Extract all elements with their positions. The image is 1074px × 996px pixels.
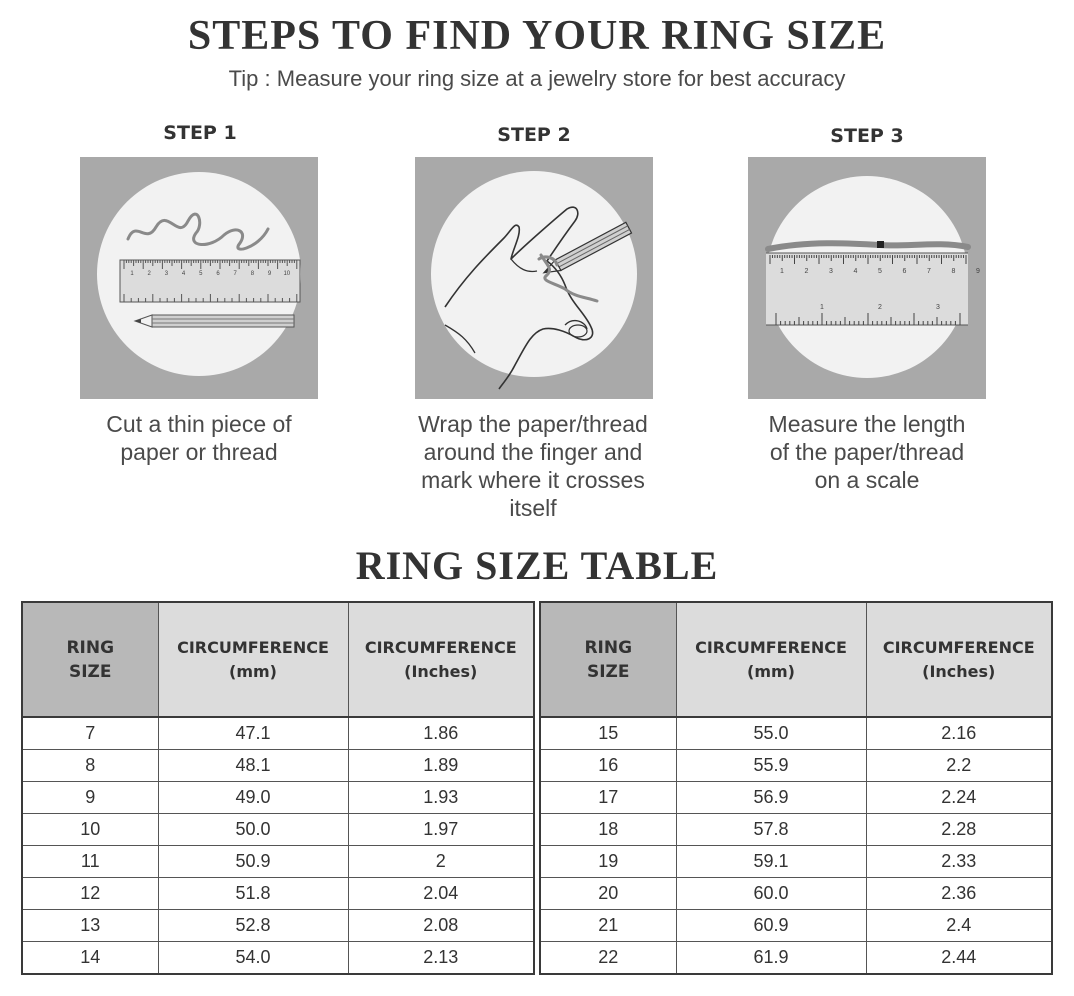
circumference-inches-cell: 2.33 [866,846,1052,878]
ruler-number: 3 [829,268,833,275]
circumference-mm-cell: 50.0 [158,814,348,846]
circumference-mm-cell: 50.9 [158,846,348,878]
circumference-inches-cell: 2.2 [866,750,1052,782]
table-row [540,846,1052,878]
step-3-label: STEP 3 [830,125,904,147]
ruler-number: 5 [878,268,882,275]
step-1-illustration [80,157,318,399]
step-3-illustration [748,157,986,399]
ruler-number: 3 [164,271,169,277]
circumference-mm-cell: 60.9 [676,910,866,942]
ring-size-cell: 15 [540,717,676,750]
circumference-inches-cell: 2.24 [866,782,1052,814]
ruler-number: 5 [199,271,203,277]
step-2-description [403,410,663,522]
circumference-mm-cell: 54.0 [158,942,348,975]
table-row [22,814,534,846]
ring-size-cell: 9 [22,782,158,814]
ruler-number: 3 [936,304,940,311]
circumference-inches-cell: 2.28 [866,814,1052,846]
ring-size-cell: 22 [540,942,676,975]
circumference-mm-cell: 55.0 [676,717,866,750]
ring-size-cell: 12 [22,878,158,910]
table-row [540,814,1052,846]
circumference-inches-cell: 1.97 [348,814,534,846]
ruler-number: 9 [267,271,272,277]
ring-size-cell: 16 [540,750,676,782]
ring-size-cell: 13 [22,910,158,942]
ruler-number: 1 [820,304,824,311]
step-3-desc-line: of the paper/thread [769,439,965,465]
ring-size-cell: 14 [22,942,158,975]
ring-size-cell: 7 [22,717,158,750]
table-row [22,782,534,814]
ruler-number: 6 [216,271,220,277]
circumference-mm-cell: 59.1 [676,846,866,878]
table-row [540,878,1052,910]
circumference-mm-cell: 47.1 [158,717,348,750]
step-1-description [69,410,329,466]
circumference-inches-cell: 2.4 [866,910,1052,942]
ring-size-cell: 20 [540,878,676,910]
table-row [22,750,534,782]
ruler-number: 4 [181,271,186,277]
step-2-desc-line: itself [509,495,557,521]
page-title: STEPS TO FIND YOUR RING SIZE [187,13,887,59]
table-row [22,910,534,942]
header-ring-size: RING SIZE [540,602,676,717]
step-2-desc-line: around the finger and [423,439,643,465]
header-circumference-mm: CIRCUMFERENCE (mm) [676,602,866,717]
header-circumference-inches: CIRCUMFERENCE (Inches) [866,602,1052,717]
circumference-inches-cell: 2.44 [866,942,1052,975]
ring-size-table-left [21,601,535,975]
circumference-mm-cell: 49.0 [158,782,348,814]
table-row [22,846,534,878]
circumference-mm-cell: 52.8 [158,910,348,942]
ruler-number: 8 [250,271,255,277]
circumference-inches-cell: 1.86 [348,717,534,750]
tip-text: Tip : Measure your ring size at a jewelry store for best accuracy [228,66,846,91]
circumference-mm-cell: 57.8 [676,814,866,846]
circumference-inches-cell: 1.93 [348,782,534,814]
ring-size-cell: 11 [22,846,158,878]
table-row [22,942,534,975]
step-2-label: STEP 2 [497,124,571,146]
ruler-number: 2 [804,268,809,275]
step-2-desc-line: mark where it crosses [421,467,645,493]
circumference-inches-cell: 2.16 [866,717,1052,750]
circumference-mm-cell: 51.8 [158,878,348,910]
step-1-desc-line: paper or thread [120,439,278,465]
circumference-inches-cell: 2.36 [866,878,1052,910]
step-3-desc-line: on a scale [814,467,920,493]
circumference-mm-cell: 55.9 [676,750,866,782]
ruler-number: 1 [780,268,784,275]
ruler-number: 8 [951,268,956,275]
ruler-number: 7 [233,271,237,277]
circumference-inches-cell: 2 [348,846,534,878]
circumference-mm-cell: 61.9 [676,942,866,975]
step-3-description [737,410,997,494]
step-1-desc-line: Cut a thin piece of [106,411,292,437]
circumference-inches-cell: 1.89 [348,750,534,782]
ruler-number: 4 [853,268,858,275]
circumference-mm-cell: 60.0 [676,878,866,910]
circumference-mm-cell: 56.9 [676,782,866,814]
ring-size-cell: 10 [22,814,158,846]
ring-size-cell: 8 [22,750,158,782]
ruler-number: 7 [927,268,931,275]
ruler-number: 6 [902,268,907,275]
ruler-number: 2 [147,271,151,277]
ruler-number: 1 [130,271,134,277]
table-row [540,717,1052,750]
ring-size-cell: 17 [540,782,676,814]
circumference-inches-cell: 2.04 [348,878,534,910]
step-1-label: STEP 1 [163,122,237,144]
ring-size-cell: 18 [540,814,676,846]
header-circumference-mm: CIRCUMFERENCE (mm) [158,602,348,717]
step-2-desc-line: Wrap the paper/thread [418,411,648,437]
ruler-number: 2 [878,304,882,311]
header-circumference-inches: CIRCUMFERENCE (Inches) [348,602,534,717]
step-3-desc-line: Measure the length [768,411,966,437]
ring-size-table-title: RING SIZE TABLE [355,543,719,588]
table-row [540,782,1052,814]
circumference-inches-cell: 2.13 [348,942,534,975]
ring-size-table-right [539,601,1053,975]
ring-size-cell: 19 [540,846,676,878]
table-row [540,750,1052,782]
table-row [22,717,534,750]
table-row [540,910,1052,942]
circumference-inches-cell: 2.08 [348,910,534,942]
table-row [540,942,1052,975]
circumference-mm-cell: 48.1 [158,750,348,782]
ruler-number: 9 [976,268,980,275]
step-2-illustration [415,157,653,399]
ruler-number: 10 [283,271,291,277]
header-ring-size: RING SIZE [22,602,158,717]
ring-size-cell: 21 [540,910,676,942]
table-row [22,878,534,910]
